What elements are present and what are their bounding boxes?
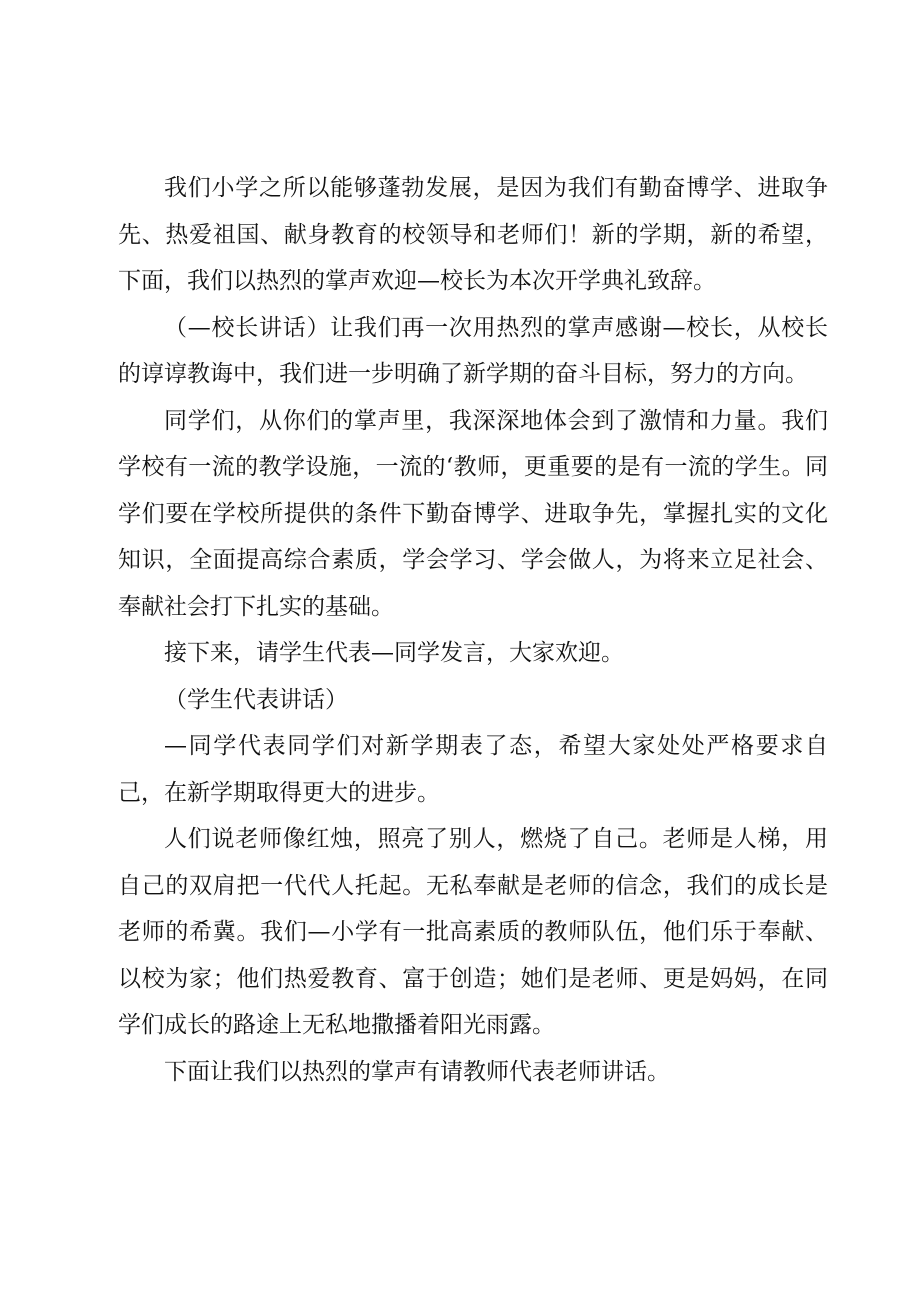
paragraph: 我们小学之所以能够蓬勃发展，是因为我们有勤奋博学、进取争先、热爱祖国、献身教育的校领导和老师们！新的学期，新的希望，下面，我们以热烈的掌声欢迎—校长为本次开学典礼致辞。 (118, 175, 828, 294)
paragraph: （学生代表讲话） (164, 686, 348, 713)
paragraph: （—校长讲话）让我们再一次用热烈的掌声感谢—校长，从校长的谆谆教诲中，我们进一步明确了新学期的奋斗目标，努力的方向。 (118, 314, 828, 387)
paragraph: 同学们，从你们的掌声里，我深深地体会到了激情和力量。我们学校有一流的教学设施，一流的‘教师，更重要的是有一流的学生。同学们要在学校所提供的条件下勤奋博学、进取争先，掌握扎实的文化知识，全面提高综合素质，学会学习、学会做人，为将来立足社会、奉献社会打下扎实的基础。 (118, 407, 828, 620)
paragraph: 下面让我们以热烈的掌声有请教师代表老师讲话。 (164, 1058, 670, 1085)
paragraph: 接下来，请学生代表—同学发言，大家欢迎。 (164, 640, 624, 666)
paragraph: —同学代表同学们对新学期表了态，希望大家处处严格要求自己，在新学期取得更大的进步。 (118, 733, 828, 806)
document-body (118, 165, 828, 1095)
paragraph: 人们说老师像红烛，照亮了别人，燃烧了自己。老师是人梯，用自己的双肩把一代代人托起。无私奉献是老师的信念，我们的成长是老师的希冀。我们—小学有一批高素质的教师队伍，他们乐于奉献、以校为家；他们热爱教育、富于创造；她们是老师、更是妈妈，在同学们成长的路途上无私地撒播着阳光雨露。 (118, 826, 828, 1038)
